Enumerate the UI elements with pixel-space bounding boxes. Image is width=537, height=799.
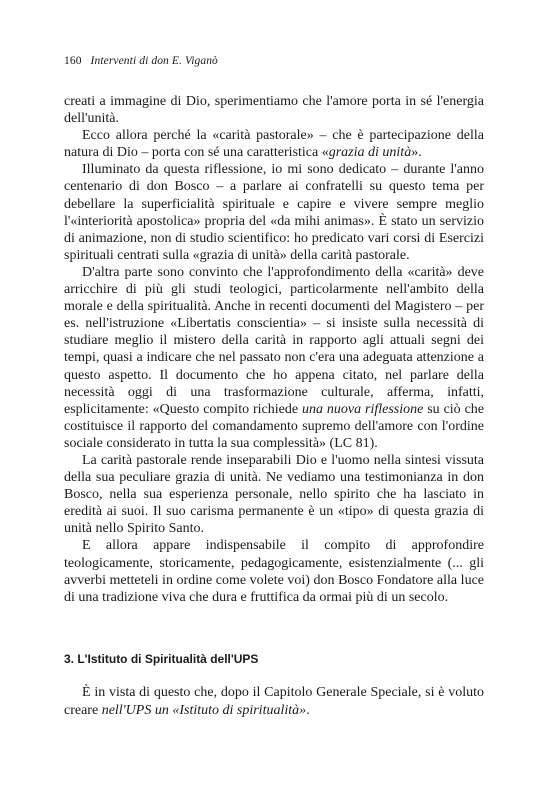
emphasis-text: una nuova riflessione [301,401,424,417]
paragraph [64,684,484,719]
paragraph: E allora appare indispensabile il compito di approfondire teologicamente, storicamente, pedagogicamente, esistenzialmente (... gli avverbi metteteli in ordine come volete voi) don Bosco Fondatore alla luce di una tradizione viva che dura e fruttifica da ormai più di un secolo. [64,538,484,605]
section-body [64,684,484,719]
section-heading: 3. L'Istituto di Spiritualità dell'UPS [64,652,259,666]
paragraph-text: D'altra parte sono convinto che l'approfondimento della «carità» deve arricchire di più gli studi teologici, particolarmente nell'ambito della morale e della spiritualità. Anche in recenti documenti del Magistero – per es. nell'istruzione «Libertatis conscientia» – si insiste sulla necessità di studiare meglio il mistero della carità in rapporto agli attuali segni dei tempi, quasi a indicare che nel passato non c'era una adeguata attenzione a questo aspetto. Il documento che ho appena citato, nel parlare della necessità oggi di una trasformazione culturale, afferma, infatti, esplicitamente: «Questo compito richiede [64,264,484,417]
paragraph-text: Ecco allora perché la «carità pastorale» – che è partecipazione della natura di Dio – porta con sé una caratteristica « [64,128,484,161]
emphasis-text: nell'UPS un «Istituto di spiritualità» [101,702,307,718]
paragraph: Illuminato da questa riflessione, io mi sono dedicato – durante l'anno centenario di don Bosco – a parlare ai confratelli su questo tema per debellare la superficialità spirituale e capire e vivere sempre meglio l'«interiorità apostolica» propria del «da mihi animas». È stato un servizio di animazione, non di studio scientifico: ho predicato vari corsi di Esercizi spirituali centrati sulla «grazia di unità» della carità pastorale. [64,162,484,263]
page-number: 160 [64,55,82,67]
paragraph-continued: creati a immagine di Dio, sperimentiamo che l'amore porta in sé l'energia dell'unità. [64,94,484,127]
running-header [64,55,218,67]
emphasis-text: grazia di unità [328,145,412,161]
paragraph-text: È in vista di questo che, dopo il Capitolo Generale Speciale, si è voluto creare [64,685,484,718]
paragraph-text: ». [411,145,422,161]
paragraph-text: . [306,702,310,718]
body-text [64,93,484,606]
running-title: Interventi di don E. Viganò [90,55,218,67]
paragraph [64,127,484,161]
paragraph-text: su ciò che costituisce il rapporto del comandamento supremo dell'amore con l'ordine sociale considerato in tutta la sua complessità» (LC 81). [64,401,485,451]
paragraph [64,264,484,452]
paragraph: La carità pastorale rende inseparabili Dio e l'uomo nella sintesi vissuta della sua peculiare grazia di unità. Ne vediamo una testimonianza in don Bosco, nella sua esperienza personale, nello spirito che ha lasciato in eredità ai suoi. Il suo carisma permanente è un «tipo» di questa grazia di unità nello Spirito Santo. [64,452,484,537]
